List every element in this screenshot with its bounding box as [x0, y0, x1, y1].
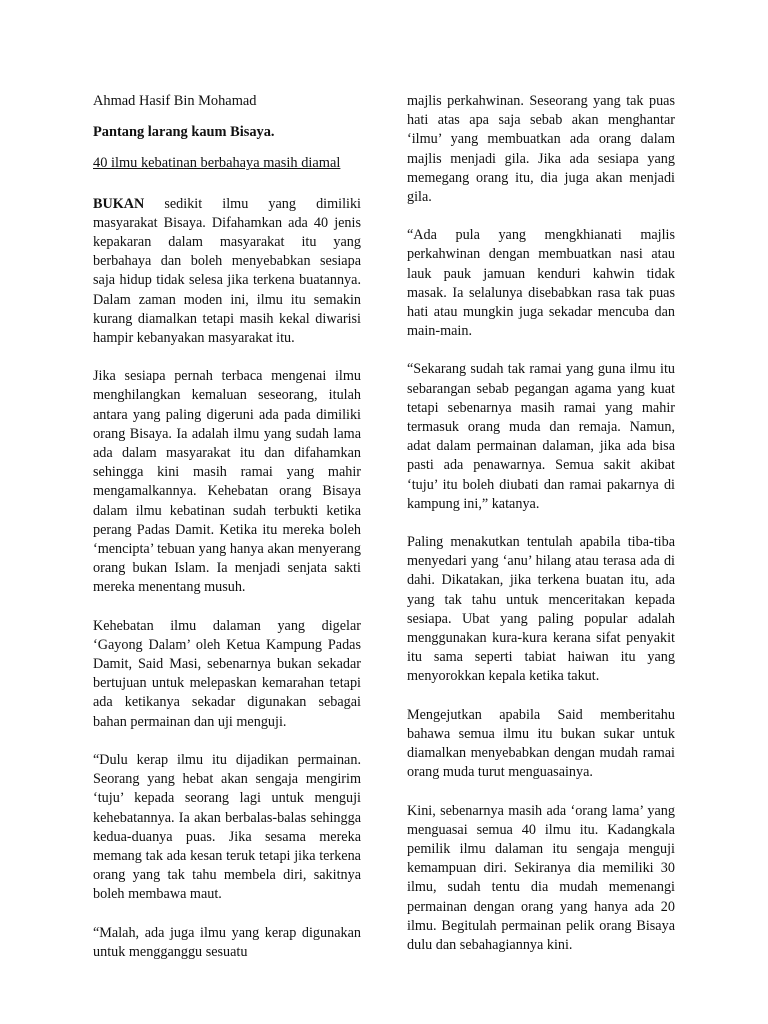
body-paragraph: “Sekarang sudah tak ramai yang guna ilmu itu sebarangan sebab pegangan agama yang kuat tetapi sebenarnya masih ramai yang mahir termasuk orang muda dan remaja. Namun, adat dalam permainan dalaman, jika ada bisa pasti ada penawarnya. Semua sakit akibat ‘tuju’ itu boleh diubati dan ramai pakarnya di kampung ini,” katanya. — [407, 361, 675, 512]
body-paragraph: Jika sesiapa pernah terbaca mengenai ilmu menghilangkan kemaluan seseorang, itulah antara yang paling digeruni ada pada dimiliki orang Bisaya. Ia adalah ilmu yang sudah lama ada dalam masyarakat itu dan difahamkan sehingga kini masih ramai yang mahir mengamalkannya. Kehebatan orang Bisaya dalam ilmu kebatinan sudah terbukti ketika perang Padas Damit. Ketika itu mereka boleh ‘mencipta’ tebuan yang hanya akan menyerang orang bukan Islam. Ia menjadi senjata sakti mereka menentang musuh. — [93, 368, 361, 596]
article-title: Pantang larang kaum Bisaya. — [93, 124, 275, 141]
article-subtitle: 40 ilmu kebatinan berbahaya masih diamal — [93, 155, 341, 172]
body-paragraph — [93, 195, 361, 349]
body-paragraph: Mengejutkan apabila Said memberitahu bahawa semua ilmu itu bukan sukar untuk diamalkan menyebabkan dengan mudah ramai orang muda turut menguasainya. — [407, 706, 675, 781]
author-name: Ahmad Hasif Bin Mohamad — [93, 93, 257, 109]
left-column — [93, 92, 361, 981]
body-paragraph: majlis perkahwinan. Seseorang yang tak puas hati atas apa saja sebab akan menghantar ‘ilmu’ yang membuatkan ada orang dalam majlis menjadi gila. Jika ada sesiapa yang memegang orang itu, dia juga akan menjadi gila. — [407, 93, 675, 206]
lead-word: BUKAN — [93, 195, 145, 212]
right-column — [407, 92, 675, 974]
body-paragraph: “Ada pula yang mengkhianati majlis perkahwinan dengan membuatkan nasi atau lauk pauk jamuan kenduri kahwin tidak masak. Ia selalunya disebabkan rasa tak puas hati atau mungkin juga sekadar mencuba dan main-main. — [407, 227, 675, 340]
body-paragraph: “Malah, ada juga ilmu yang kerap digunakan untuk mengganggu sesuatu — [93, 924, 361, 960]
body-paragraph: Paling menakutkan tentulah apabila tiba-tiba menyedari yang ‘anu’ hilang atau terasa ada di dahi. Dikatakan, jika terkena buatan itu, ada yang tak tahu untuk menceritakan kepada sesiapa. Ubat yang paling popular adalah menggunakan kura-kura kerana sifat penyakit itu sama seperti tabiat haiwan itu yang menyorokkan kepala ketika takut. — [407, 534, 675, 685]
body-paragraph: Kini, sebenarnya masih ada ‘orang lama’ yang menguasai semua 40 ilmu itu. Kadangkala pemilik ilmu dalaman itu sengaja menguji kemampuan diri. Sekiranya dia memiliki 30 ilmu, sudah tentu dia mudah memenangi permainan dengan orang yang hanya ada 20 ilmu. Begitulah permainan pelik orang Bisaya dulu dan sebahagiannya kini. — [407, 802, 675, 953]
paragraph-text: sedikit ilmu yang dimiliki masyarakat Bisaya. Difahamkan ada 40 jenis kepakaran dalam masyarakat itu yang berbahaya dan boleh menyebabkan sesiapa saja hidup tidak selesa jika terkena buatannya. Dalam zaman moden ini, ilmu itu semakin kurang diamalkan tetapi masih kekal diwarisi hampir kebanyakan masyarakat itu. — [93, 195, 361, 347]
body-paragraph: “Dulu kerap ilmu itu dijadikan permainan. Seorang yang hebat akan sengaja mengirim ‘tuju’ kepada seorang lagi untuk menguji kehebatannya. Ia akan berbalas-balas sehingga kedua-duanya puas. Jika sesama mereka memang tak ada kesan teruk tetapi jika terkena orang yang tak tahu membela diri, sakitnya boleh membawa maut. — [93, 751, 361, 903]
body-paragraph: Kehebatan ilmu dalaman yang digelar ‘Gayong Dalam’ oleh Ketua Kampung Padas Damit, Said Masi, sebenarnya bukan sekadar bertujuan untuk melepaskan kemarahan tetapi ada ketikanya sekadar digunakan sebagai bahan permainan dan uji menguji. — [93, 617, 361, 730]
